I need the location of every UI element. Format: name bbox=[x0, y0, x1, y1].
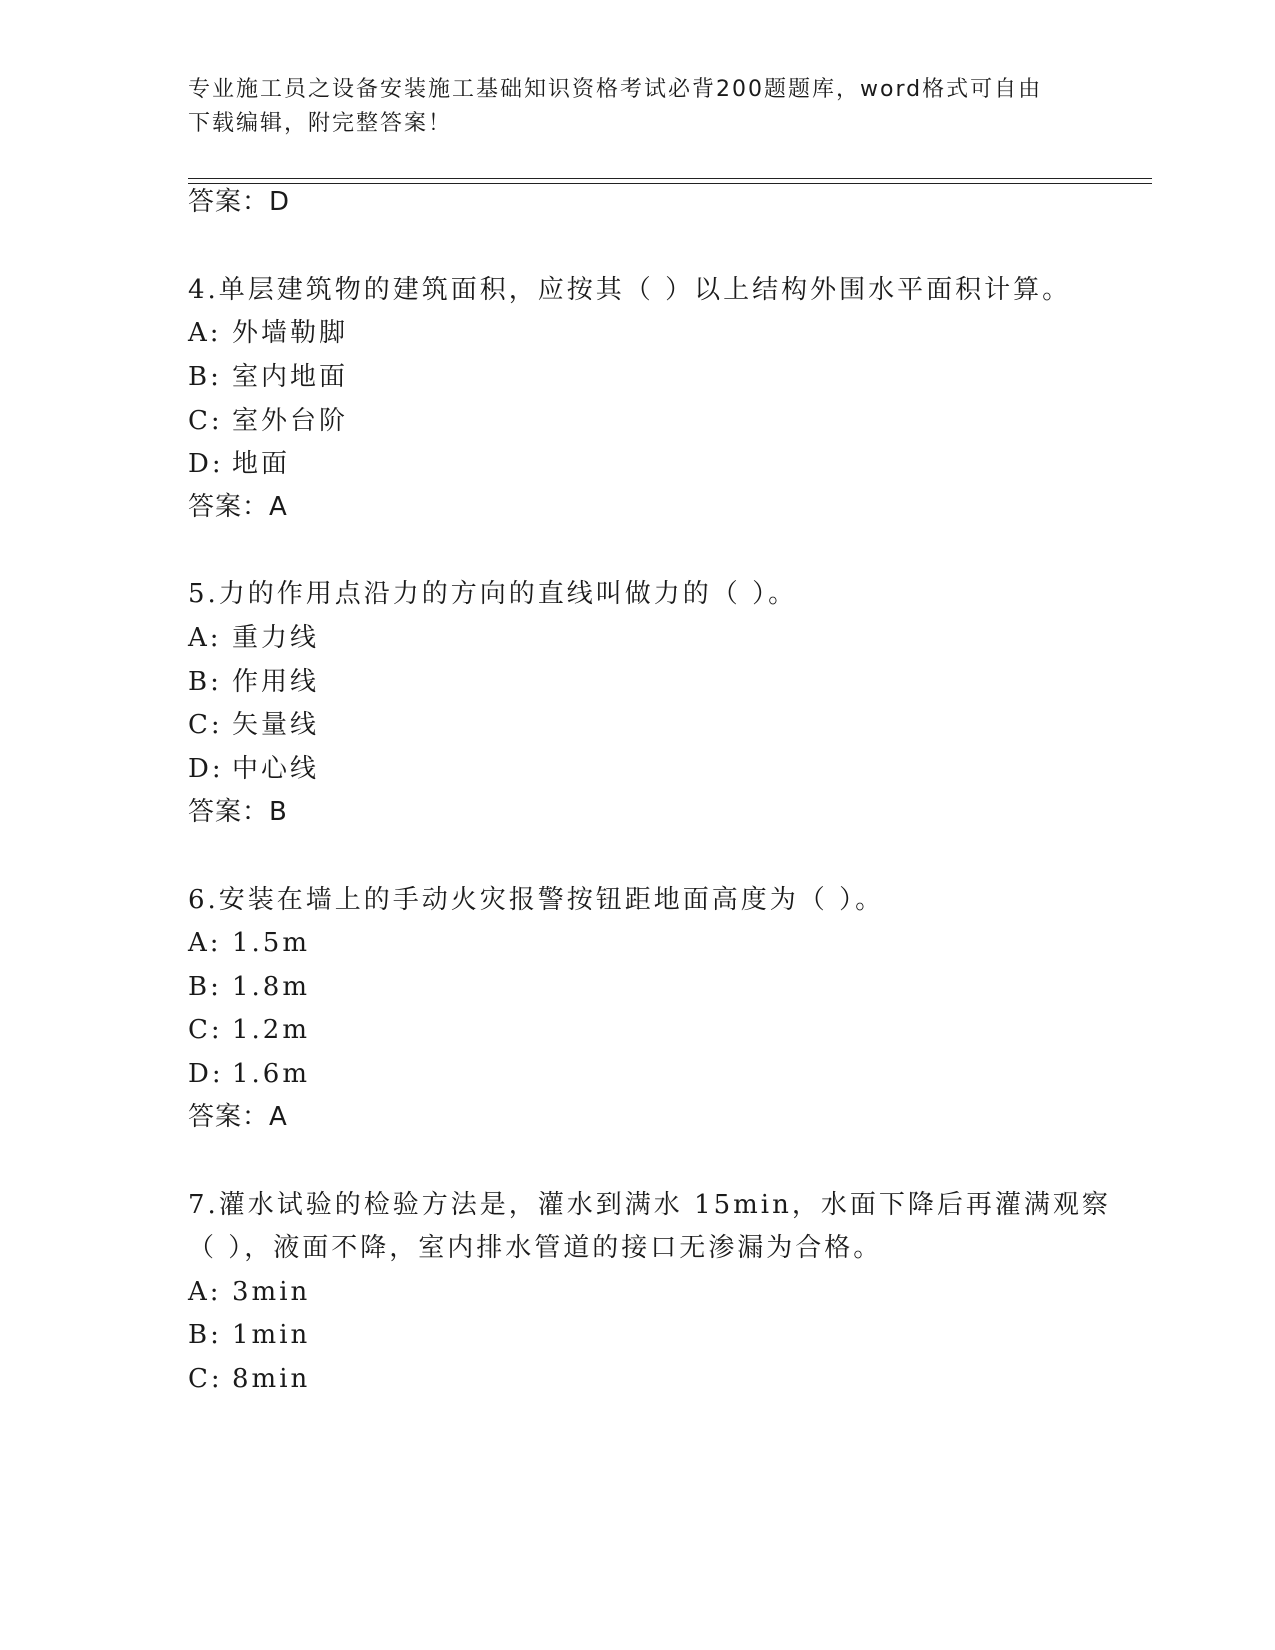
header-divider-bottom bbox=[188, 183, 1152, 184]
header-divider-top bbox=[188, 178, 1152, 179]
question-6-option-c bbox=[188, 1013, 310, 1047]
option-label: B: bbox=[188, 362, 222, 392]
option-label: A: bbox=[188, 928, 222, 958]
option-text: 地面 bbox=[232, 449, 291, 479]
document-header bbox=[188, 73, 1088, 141]
question-5-option-d bbox=[188, 752, 319, 786]
option-text: 矢量线 bbox=[232, 710, 320, 740]
question-7-option-c bbox=[188, 1362, 310, 1396]
option-label: C: bbox=[188, 406, 223, 436]
option-text: 中心线 bbox=[232, 754, 320, 784]
question-7-option-a bbox=[188, 1275, 310, 1309]
option-text: 1.8m bbox=[232, 972, 311, 1002]
option-label: C: bbox=[188, 1364, 223, 1394]
option-label: D: bbox=[188, 449, 224, 479]
option-label: B: bbox=[188, 972, 222, 1002]
question-5-option-a bbox=[188, 621, 319, 655]
option-text: 室外台阶 bbox=[232, 406, 349, 436]
question-7-stem-line-1: 7.灌水试验的检验方法是，灌水到满水 15min，水面下降后再灌满观察 bbox=[188, 1190, 1111, 1220]
option-text: 3min bbox=[232, 1277, 311, 1307]
option-label: C: bbox=[188, 710, 223, 740]
option-label: B: bbox=[188, 667, 222, 697]
option-text: 8min bbox=[232, 1364, 311, 1394]
option-text: 外墙勒脚 bbox=[232, 318, 349, 348]
question-6-option-a bbox=[188, 926, 310, 960]
question-4-option-d bbox=[188, 447, 290, 481]
option-label: C: bbox=[188, 1015, 223, 1045]
option-label: D: bbox=[188, 1059, 224, 1089]
header-line-2: 下载编辑，附完整答案！ bbox=[188, 111, 453, 136]
question-4-option-c bbox=[188, 404, 348, 438]
question-5-stem: 5.力的作用点沿力的方向的直线叫做力的（ ）。 bbox=[188, 579, 798, 609]
option-label: D: bbox=[188, 754, 224, 784]
question-7-option-b bbox=[188, 1318, 310, 1352]
question-4-option-b bbox=[188, 360, 348, 394]
question-4-option-a bbox=[188, 316, 348, 350]
option-text: 作用线 bbox=[232, 667, 320, 697]
option-text: 1.6m bbox=[232, 1059, 311, 1089]
question-5-option-b bbox=[188, 665, 319, 699]
question-4-stem: 4.单层建筑物的建筑面积，应按其（ ）以上结构外围水平面积计算。 bbox=[188, 275, 1072, 305]
question-7-stem-line-2: （ ），液面不降，室内排水管道的接口无渗漏为合格。 bbox=[188, 1233, 883, 1263]
option-text: 1.5m bbox=[232, 928, 311, 958]
option-text: 1min bbox=[232, 1320, 311, 1350]
option-label: B: bbox=[188, 1320, 222, 1350]
option-label: A: bbox=[188, 623, 222, 653]
question-6-option-b bbox=[188, 970, 310, 1004]
option-text: 重力线 bbox=[232, 623, 320, 653]
question-5-option-c bbox=[188, 708, 319, 742]
question-6-answer: 答案：A bbox=[188, 1102, 288, 1132]
previous-answer: 答案：D bbox=[188, 187, 291, 217]
option-text: 1.2m bbox=[232, 1015, 311, 1045]
question-6-stem: 6.安装在墙上的手动火灾报警按钮距地面高度为（ ）。 bbox=[188, 885, 885, 915]
option-text: 室内地面 bbox=[232, 362, 349, 392]
question-6-option-d bbox=[188, 1057, 310, 1091]
header-line-1: 专业施工员之设备安装施工基础知识资格考试必背200题题库，word格式可自由 bbox=[188, 77, 1043, 102]
question-5-answer: 答案：B bbox=[188, 797, 288, 827]
option-label: A: bbox=[188, 318, 222, 348]
option-label: A: bbox=[188, 1277, 222, 1307]
question-4-answer: 答案：A bbox=[188, 492, 288, 522]
